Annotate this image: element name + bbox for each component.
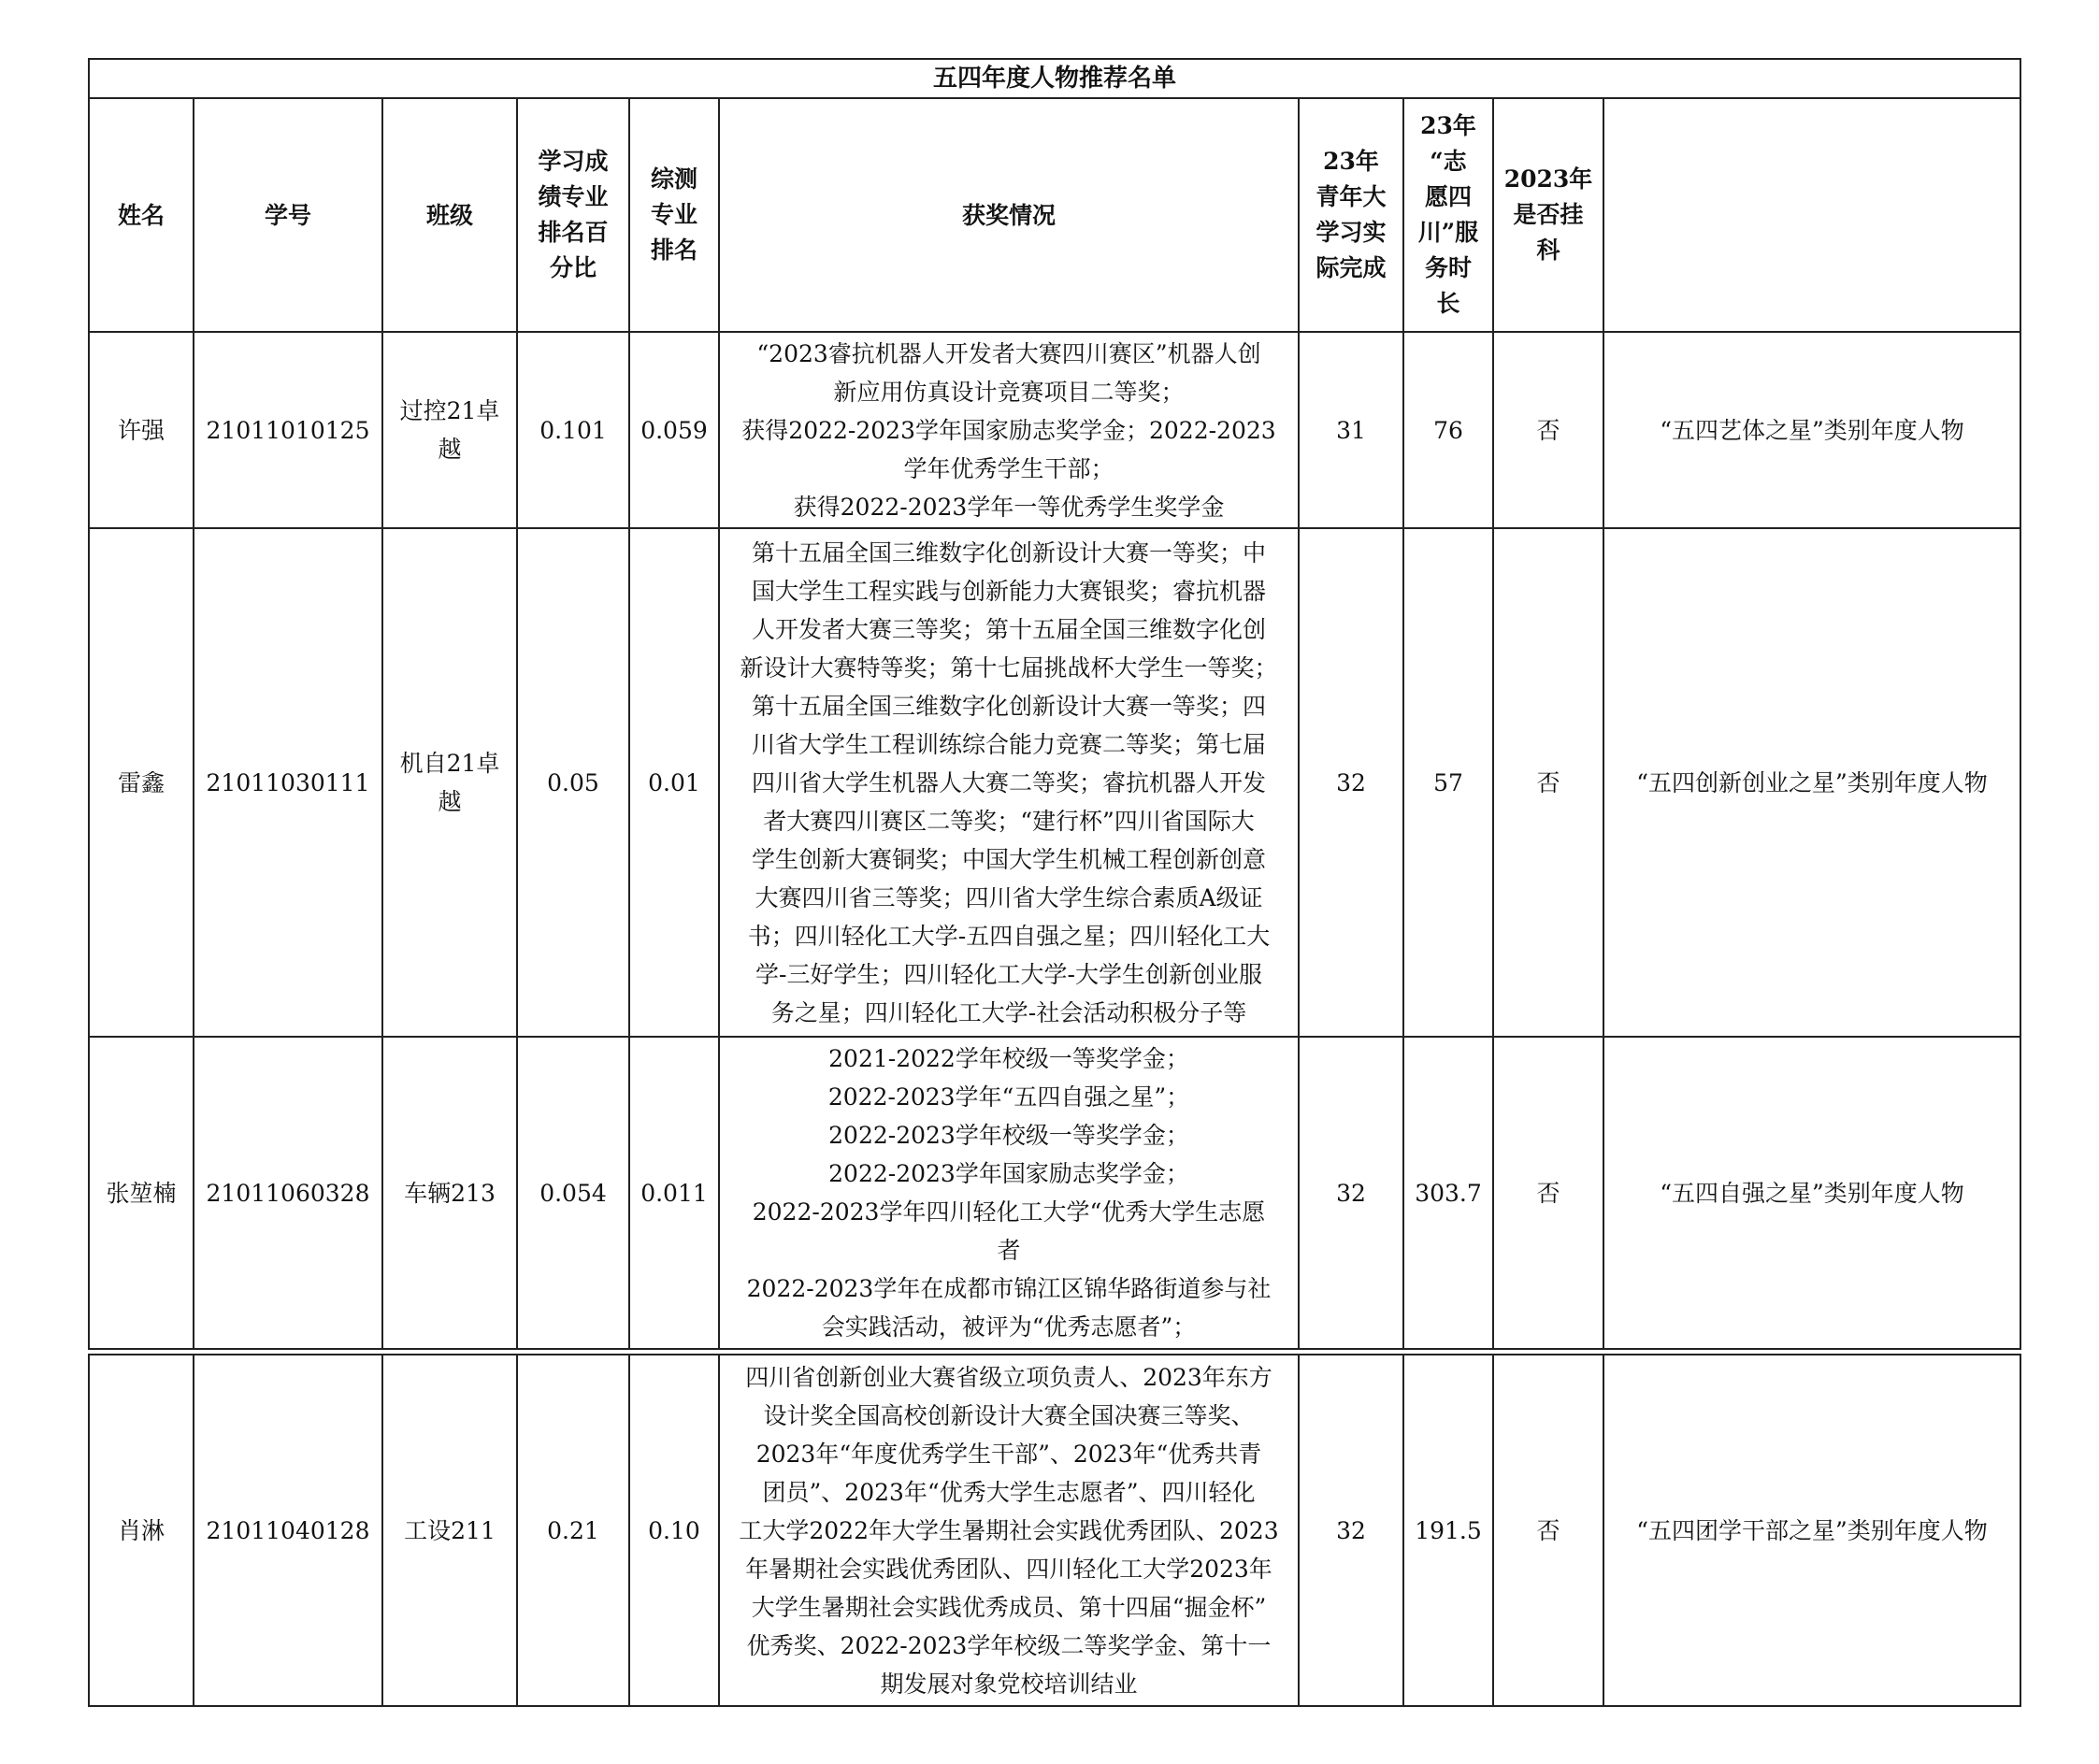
award-line: 书；四川轻化工大学-五四自强之星；四川轻化工大 <box>747 922 1271 950</box>
award-line: 年暑期社会实践优秀团队、四川轻化工大学2023年 <box>745 1555 1272 1583</box>
cell-youth-study: 32 <box>1299 1037 1403 1349</box>
header-row <box>89 98 2020 332</box>
cell-class <box>382 1037 517 1349</box>
cell-student-id: 21011040128 <box>194 1355 382 1706</box>
table-title: 五四年度人物推荐名单 <box>89 59 2020 98</box>
cell-volunteer-hours: 303.7 <box>1403 1037 1493 1349</box>
cell-failed-2023: 否 <box>1493 1037 1603 1349</box>
award-line: 大赛四川省三等奖；四川省大学生综合素质A级证 <box>755 883 1263 911</box>
award-line: 人开发者大赛三等奖；第十五届全国三维数字化创 <box>751 615 1266 643</box>
cell-category: “五四创新创业之星”类别年度人物 <box>1603 528 2020 1037</box>
cell-awards <box>719 528 1299 1037</box>
cell-overall-rank: 0.059 <box>629 332 719 528</box>
cell-failed-2023: 否 <box>1493 332 1603 528</box>
cell-student-id: 21011030111 <box>194 528 382 1037</box>
cell-failed-2023: 否 <box>1493 528 1603 1037</box>
header-category <box>1603 98 2020 332</box>
award-line: 期发展对象党校培训结业 <box>880 1670 1138 1698</box>
cell-grade-rank-pct: 0.05 <box>517 528 629 1037</box>
header-class: 班级 <box>382 98 517 332</box>
award-line: 优秀奖、2022-2023学年校级二等奖学金、第十一 <box>746 1631 1272 1659</box>
award-line: 学生创新大赛铜奖；中国大学生机械工程创新创意 <box>751 845 1266 873</box>
award-line: 四川省创新创业大赛省级立项负责人、2023年东方 <box>745 1363 1272 1391</box>
header-line: 2023年 <box>1503 165 1593 193</box>
header-line: 23年 <box>1323 148 1379 175</box>
cell-awards <box>719 332 1299 528</box>
header-line: 长 <box>1436 290 1460 317</box>
header-line: 排名百 <box>538 219 609 246</box>
award-line: 2022-2023学年“五四自强之星”； <box>827 1083 1190 1111</box>
header-line: 专业 <box>650 201 697 228</box>
award-line: 第十五届全国三维数字化创新设计大赛一等奖；四 <box>751 692 1266 720</box>
cell-name: 雷鑫 <box>89 528 194 1037</box>
header-grade-rank-pct <box>517 98 629 332</box>
cell-name: 许强 <box>89 332 194 528</box>
header-line: 愿四 <box>1424 183 1472 210</box>
header-youth-study <box>1299 98 1403 332</box>
cell-overall-rank: 0.011 <box>629 1037 719 1349</box>
cell-student-id: 21011060328 <box>194 1037 382 1349</box>
cell-failed-2023: 否 <box>1493 1355 1603 1706</box>
header-line: 青年大 <box>1315 183 1387 210</box>
award-line: 者大赛四川赛区二等奖；“建行杯”四川省国际大 <box>763 807 1255 835</box>
header-line: 是否挂 <box>1513 201 1584 228</box>
award-line: 2022-2023学年在成都市锦江区锦华路街道参与社 <box>746 1275 1272 1302</box>
award-line: 学-三好学生；四川轻化工大学-大学生创新创业服 <box>755 960 1262 988</box>
cell-volunteer-hours: 57 <box>1403 528 1493 1037</box>
cell-category: “五四团学干部之星”类别年度人物 <box>1603 1355 2020 1706</box>
header-line: 务时 <box>1424 254 1472 281</box>
header-name: 姓名 <box>89 98 194 332</box>
cell-name: 肖淋 <box>89 1355 194 1706</box>
cell-class <box>382 528 517 1037</box>
cell-volunteer-hours: 191.5 <box>1403 1355 1493 1706</box>
cell-category: “五四自强之星”类别年度人物 <box>1603 1037 2020 1349</box>
cell-youth-study: 32 <box>1299 528 1403 1037</box>
header-awards: 获奖情况 <box>719 98 1299 332</box>
cell-student-id: 21011010125 <box>194 332 382 528</box>
award-line: 第十五届全国三维数字化创新设计大赛一等奖；中 <box>751 538 1266 566</box>
award-line: 者 <box>997 1237 1021 1264</box>
header-student-id: 学号 <box>194 98 382 332</box>
class-line: 越 <box>438 788 462 815</box>
award-line: 国大学生工程实践与创新能力大赛银奖；睿抗机器 <box>751 577 1266 605</box>
award-line: 工大学2022年大学生暑期社会实践优秀团队、2023 <box>739 1516 1279 1544</box>
cell-grade-rank-pct: 0.21 <box>517 1355 629 1706</box>
header-line: 综测 <box>650 165 697 193</box>
cell-grade-rank-pct: 0.101 <box>517 332 629 528</box>
cell-overall-rank: 0.10 <box>629 1355 719 1706</box>
cell-awards <box>719 1037 1299 1349</box>
award-line: 四川省大学生机器人大赛二等奖；睿抗机器人开发 <box>751 768 1266 796</box>
recommendation-table <box>88 58 2021 1707</box>
table-row <box>89 528 2020 1037</box>
cell-overall-rank: 0.01 <box>629 528 719 1037</box>
cell-volunteer-hours: 76 <box>1403 332 1493 528</box>
header-overall-rank <box>629 98 719 332</box>
award-line: 会实践活动，被评为“优秀志愿者”； <box>821 1313 1197 1341</box>
table-row <box>89 1355 2020 1706</box>
award-line: 2022-2023学年国家励志奖学金； <box>828 1160 1189 1187</box>
recommendation-sheet <box>88 58 2021 1707</box>
award-line: 新设计大赛特等奖；第十七届挑战杯大学生一等奖； <box>740 653 1278 681</box>
table-row <box>89 332 2020 528</box>
award-line: 获得2022-2023学年国家励志奖学金；2022-2023 <box>741 416 1276 444</box>
header-line: 科 <box>1536 237 1560 264</box>
award-line: 2021-2022学年校级一等奖学金； <box>828 1045 1189 1072</box>
header-line: 排名 <box>650 237 697 264</box>
header-line: 学习成 <box>538 148 609 175</box>
cell-youth-study: 32 <box>1299 1355 1403 1706</box>
header-line: 分比 <box>549 254 597 281</box>
header-line: 际完成 <box>1315 254 1387 281</box>
award-line: 学年优秀学生干部； <box>903 454 1114 482</box>
award-line: 获得2022-2023学年一等优秀学生奖学金 <box>793 493 1225 521</box>
header-failed-2023 <box>1493 98 1603 332</box>
award-line: 设计奖全国高校创新设计大赛全国决赛三等奖、 <box>763 1401 1255 1429</box>
award-line: 大学生暑期社会实践优秀成员、第十四届“掘金杯” <box>751 1593 1267 1621</box>
header-volunteer-hours <box>1403 98 1493 332</box>
cell-class <box>382 332 517 528</box>
class-line: 过控21卓 <box>399 397 500 424</box>
header-line: 川”服 <box>1417 219 1479 246</box>
award-line: 新应用仿真设计竞赛项目二等奖； <box>833 378 1185 406</box>
cell-class <box>382 1355 517 1706</box>
award-line: 2023年“年度优秀学生干部”、2023年“优秀共青 <box>755 1440 1262 1468</box>
award-line: “2023睿抗机器人开发者大赛四川赛区”机器人创 <box>756 339 1261 367</box>
award-line: 团员”、2023年“优秀大学生志愿者”、四川轻化 <box>762 1478 1256 1506</box>
class-line: 机自21卓 <box>399 750 500 777</box>
cell-name: 张堃楠 <box>89 1037 194 1349</box>
cell-grade-rank-pct: 0.054 <box>517 1037 629 1349</box>
table-row <box>89 1037 2020 1349</box>
header-line: 绩专业 <box>538 183 609 210</box>
cell-category: “五四艺体之星”类别年度人物 <box>1603 332 2020 528</box>
header-line: 23年 <box>1420 112 1476 139</box>
class-line: 车辆213 <box>404 1179 496 1207</box>
cell-awards <box>719 1355 1299 1706</box>
cell-youth-study: 31 <box>1299 332 1403 528</box>
class-line: 越 <box>438 436 462 463</box>
award-line: 2022-2023学年四川轻化工大学“优秀大学生志愿 <box>752 1198 1266 1226</box>
award-line: 川省大学生工程训练综合能力竞赛二等奖；第七届 <box>751 730 1266 758</box>
header-line: 学习实 <box>1315 219 1387 246</box>
class-line: 工设211 <box>404 1516 496 1544</box>
award-line: 务之星；四川轻化工大学-社会活动积极分子等 <box>770 998 1247 1026</box>
award-line: 2022-2023学年校级一等奖学金； <box>828 1122 1189 1149</box>
header-line: “志 <box>1430 148 1467 175</box>
